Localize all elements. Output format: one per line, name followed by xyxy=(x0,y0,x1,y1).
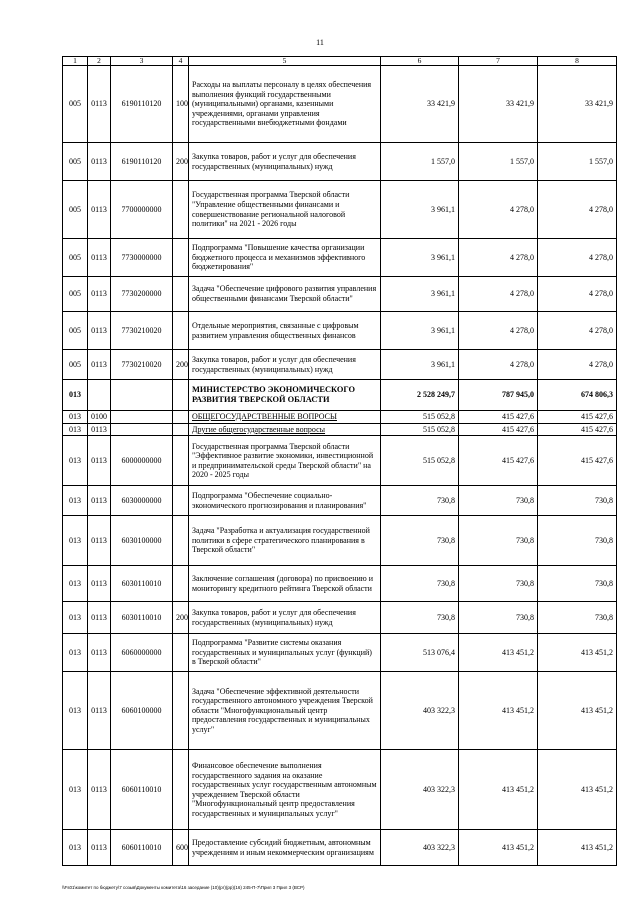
cell-ministry-code: 005 xyxy=(63,239,88,277)
cell-ministry-code: 013 xyxy=(63,672,88,750)
column-header: 1 xyxy=(63,57,88,66)
table-row xyxy=(63,830,617,866)
cell-section-code: 0113 xyxy=(88,566,111,602)
table-row xyxy=(63,277,617,312)
cell-amount-year3: 4 278,0 xyxy=(538,181,617,239)
cell-amount-year3: 1 557,0 xyxy=(538,143,617,181)
cell-amount-year3: 413 451,2 xyxy=(538,830,617,866)
cell-amount-year2: 413 451,2 xyxy=(459,750,538,830)
description-text: Государственная программа Тверской области "Эффективное развитие экономики, инвестиционной и предпринимательской среды Тверской области" на 2020 - 2025 годы xyxy=(192,441,374,480)
cell-ministry-code: 013 xyxy=(63,602,88,634)
cell-section-code: 0113 xyxy=(88,143,111,181)
cell-description xyxy=(189,239,381,277)
cell-target-article: 7730210020 xyxy=(111,350,173,380)
cell-amount-year2: 33 421,9 xyxy=(459,66,538,143)
cell-amount-year2: 415 427,6 xyxy=(459,423,538,436)
cell-ministry-code: 005 xyxy=(63,143,88,181)
cell-description xyxy=(189,830,381,866)
cell-section-code: 0113 xyxy=(88,602,111,634)
cell-expense-type xyxy=(173,277,189,312)
cell-expense-type xyxy=(173,672,189,750)
table-row xyxy=(63,411,617,424)
cell-amount-year3: 413 451,2 xyxy=(538,672,617,750)
cell-amount-year3: 415 427,6 xyxy=(538,436,617,486)
cell-amount-year1: 515 052,8 xyxy=(381,436,459,486)
cell-section-code: 0113 xyxy=(88,516,111,566)
cell-section-code: 0113 xyxy=(88,350,111,380)
cell-target-article: 6030100000 xyxy=(111,516,173,566)
description-text: Отдельные мероприятия, связанные с цифровым развитием управления общественных финансов xyxy=(192,320,359,340)
cell-section-code: 0113 xyxy=(88,436,111,486)
column-header: 6 xyxy=(381,57,459,66)
cell-amount-year1: 513 076,4 xyxy=(381,634,459,672)
cell-target-article: 6060000000 xyxy=(111,634,173,672)
cell-ministry-code: 013 xyxy=(63,380,88,411)
cell-section-code: 0113 xyxy=(88,750,111,830)
cell-amount-year1: 3 961,1 xyxy=(381,277,459,312)
column-header: 5 xyxy=(189,57,381,66)
cell-amount-year3: 415 427,6 xyxy=(538,411,617,424)
cell-expense-type: 200 xyxy=(173,602,189,634)
cell-amount-year2: 730,8 xyxy=(459,516,538,566)
cell-description xyxy=(189,750,381,830)
cell-section-code: 0113 xyxy=(88,634,111,672)
table-row xyxy=(63,380,617,411)
cell-expense-type xyxy=(173,516,189,566)
page-number: 11 xyxy=(316,38,324,47)
cell-target-article: 6030110010 xyxy=(111,602,173,634)
cell-ministry-code: 013 xyxy=(63,516,88,566)
cell-section-code: 0113 xyxy=(88,423,111,436)
cell-expense-type: 100 xyxy=(173,66,189,143)
cell-ministry-code: 013 xyxy=(63,436,88,486)
description-text: Государственная программа Тверской области "Управление общественными финансами и совершенствование региональной налоговой политики" на 2021 - 2026 годы xyxy=(192,190,350,229)
description-text: ОБЩЕГОСУДАРСТВЕННЫЕ ВОПРОСЫ xyxy=(192,412,337,421)
description-text: Расходы на выплаты персоналу в целях обеспечения выполнения функций государственными (муниципальными) органами, казенными учреждениями, органами управления государственными внебюджетными фондами xyxy=(192,80,372,128)
description-text: Предоставление субсидий бюджетным, автономным учреждениям и иным некоммерческим организациям xyxy=(192,838,374,857)
cell-expense-type xyxy=(173,634,189,672)
cell-section-code xyxy=(88,380,111,411)
cell-target-article: 7730210020 xyxy=(111,312,173,350)
column-header: 7 xyxy=(459,57,538,66)
cell-amount-year3: 4 278,0 xyxy=(538,350,617,380)
cell-ministry-code: 005 xyxy=(63,277,88,312)
cell-ministry-code: 013 xyxy=(63,750,88,830)
description-text: Задача "Разработка и актуализация государственной политики в сфере стратегического планирования в Тверской области" xyxy=(192,526,370,555)
cell-expense-type xyxy=(173,436,189,486)
cell-target-article: 7730000000 xyxy=(111,239,173,277)
cell-ministry-code: 013 xyxy=(63,411,88,424)
cell-amount-year1: 730,8 xyxy=(381,566,459,602)
cell-ministry-code: 013 xyxy=(63,830,88,866)
cell-description xyxy=(189,277,381,312)
description-text: Закупка товаров, работ и услуг для обеспечения государственных (муниципальных) нужд xyxy=(192,151,356,171)
cell-amount-year2: 730,8 xyxy=(459,486,538,516)
description-text: Заключение соглашения (договора) по присвоению и мониторингу кредитного рейтинга Тверской области xyxy=(192,574,374,593)
cell-description xyxy=(189,350,381,380)
cell-amount-year1: 403 322,3 xyxy=(381,672,459,750)
column-header: 8 xyxy=(538,57,617,66)
cell-description xyxy=(189,436,381,486)
description-text: Подпрограмма "Развитие системы оказания государственных и муниципальных услуг (функций) в Тверской области" xyxy=(192,638,372,667)
cell-target-article: 6190110120 xyxy=(111,143,173,181)
cell-ministry-code: 005 xyxy=(63,66,88,143)
cell-target-article xyxy=(111,423,173,436)
cell-target-article: 6030110010 xyxy=(111,566,173,602)
cell-amount-year1: 3 961,1 xyxy=(381,312,459,350)
cell-amount-year3: 413 451,2 xyxy=(538,750,617,830)
cell-expense-type: 600 xyxy=(173,830,189,866)
cell-description xyxy=(189,143,381,181)
cell-amount-year3: 4 278,0 xyxy=(538,312,617,350)
cell-expense-type xyxy=(173,750,189,830)
cell-ministry-code: 013 xyxy=(63,634,88,672)
cell-expense-type: 200 xyxy=(173,350,189,380)
cell-description xyxy=(189,411,381,424)
cell-amount-year3: 415 427,6 xyxy=(538,423,617,436)
cell-amount-year1: 3 961,1 xyxy=(381,181,459,239)
cell-description xyxy=(189,380,381,411)
description-text: Задача "Обеспечение эффективной деятельности государственного автономного учреждения Тверской области "Многофункциональный центр предоставления государственных и муниципальных услуг" xyxy=(192,686,373,735)
cell-description xyxy=(189,423,381,436)
cell-amount-year2: 4 278,0 xyxy=(459,277,538,312)
cell-amount-year1: 1 557,0 xyxy=(381,143,459,181)
column-header: 2 xyxy=(88,57,111,66)
cell-target-article: 6060110010 xyxy=(111,830,173,866)
cell-amount-year2: 413 451,2 xyxy=(459,830,538,866)
description-text: Подпрограмма "Повышение качества организации бюджетного процесса и механизмов эффективного бюджетирования" xyxy=(192,243,366,272)
cell-target-article: 6060110010 xyxy=(111,750,173,830)
cell-ministry-code: 005 xyxy=(63,312,88,350)
table-row xyxy=(63,750,617,830)
cell-amount-year1: 3 961,1 xyxy=(381,350,459,380)
table-row xyxy=(63,66,617,143)
cell-target-article: 6000000000 xyxy=(111,436,173,486)
cell-ministry-code: 005 xyxy=(63,181,88,239)
description-text: Другие общегосударственные вопросы xyxy=(192,424,326,434)
description-text: Закупка товаров, работ и услуг для обеспечения государственных (муниципальных) нужд xyxy=(192,354,356,374)
cell-target-article: 7730200000 xyxy=(111,277,173,312)
budget-table xyxy=(62,56,617,866)
description-text: Закупка товаров, работ и услуг для обеспечения государственных (муниципальных) нужд xyxy=(192,608,356,627)
cell-amount-year2: 787 945,0 xyxy=(459,380,538,411)
table-row xyxy=(63,566,617,602)
cell-amount-year3: 730,8 xyxy=(538,486,617,516)
cell-amount-year3: 413 451,2 xyxy=(538,634,617,672)
cell-amount-year3: 730,8 xyxy=(538,602,617,634)
column-header: 3 xyxy=(111,57,173,66)
cell-amount-year2: 4 278,0 xyxy=(459,181,538,239)
cell-amount-year2: 415 427,6 xyxy=(459,411,538,424)
table-row xyxy=(63,486,617,516)
cell-amount-year1: 515 052,8 xyxy=(381,423,459,436)
cell-ministry-code: 005 xyxy=(63,350,88,380)
table-row xyxy=(63,350,617,380)
cell-amount-year3: 730,8 xyxy=(538,516,617,566)
cell-expense-type xyxy=(173,380,189,411)
cell-amount-year2: 4 278,0 xyxy=(459,350,538,380)
cell-expense-type xyxy=(173,239,189,277)
table-row xyxy=(63,602,617,634)
cell-amount-year2: 4 278,0 xyxy=(459,239,538,277)
cell-amount-year1: 33 421,9 xyxy=(381,66,459,143)
cell-description xyxy=(189,486,381,516)
cell-amount-year1: 403 322,3 xyxy=(381,830,459,866)
cell-amount-year1: 403 322,3 xyxy=(381,750,459,830)
cell-description xyxy=(189,602,381,634)
cell-amount-year3: 4 278,0 xyxy=(538,239,617,277)
cell-amount-year2: 730,8 xyxy=(459,602,538,634)
cell-section-code: 0113 xyxy=(88,277,111,312)
table-row xyxy=(63,436,617,486)
cell-section-code: 0113 xyxy=(88,181,111,239)
cell-target-article: 7700000000 xyxy=(111,181,173,239)
cell-amount-year2: 415 427,6 xyxy=(459,436,538,486)
cell-section-code: 0113 xyxy=(88,830,111,866)
cell-section-code: 0113 xyxy=(88,672,111,750)
description-text: Подпрограмма "Обеспечение социально-экономического прогнозирования и планирования" xyxy=(192,491,367,510)
cell-amount-year1: 515 052,8 xyxy=(381,411,459,424)
table-row xyxy=(63,143,617,181)
cell-amount-year1: 730,8 xyxy=(381,486,459,516)
table-row xyxy=(63,423,617,436)
file-path-footer: \\Fs01\комитет по бюджету\7 созыв\Документы комитета\16 заседание (10)(рг)(рр)(16) 245-П-7\Прил 3 Прил 3 (ВСР) xyxy=(62,885,305,890)
cell-expense-type xyxy=(173,486,189,516)
cell-section-code: 0100 xyxy=(88,411,111,424)
cell-target-article: 6030000000 xyxy=(111,486,173,516)
cell-section-code: 0113 xyxy=(88,66,111,143)
cell-expense-type xyxy=(173,423,189,436)
cell-target-article: 6190110120 xyxy=(111,66,173,143)
cell-amount-year3: 674 806,3 xyxy=(538,380,617,411)
cell-expense-type xyxy=(173,411,189,424)
cell-description xyxy=(189,634,381,672)
cell-amount-year2: 413 451,2 xyxy=(459,672,538,750)
cell-description xyxy=(189,312,381,350)
cell-amount-year2: 730,8 xyxy=(459,566,538,602)
cell-amount-year3: 4 278,0 xyxy=(538,277,617,312)
cell-description xyxy=(189,566,381,602)
cell-ministry-code: 013 xyxy=(63,423,88,436)
column-number-row xyxy=(63,57,617,66)
cell-amount-year3: 730,8 xyxy=(538,566,617,602)
cell-amount-year2: 1 557,0 xyxy=(459,143,538,181)
cell-section-code: 0113 xyxy=(88,486,111,516)
table-row xyxy=(63,312,617,350)
table-row xyxy=(63,634,617,672)
cell-target-article xyxy=(111,411,173,424)
table-row xyxy=(63,672,617,750)
cell-target-article xyxy=(111,380,173,411)
cell-amount-year1: 2 528 249,7 xyxy=(381,380,459,411)
description-text: Задача "Обеспечение цифрового развития управления общественными финансами Тверской области" xyxy=(192,284,377,303)
cell-amount-year2: 4 278,0 xyxy=(459,312,538,350)
cell-amount-year3: 33 421,9 xyxy=(538,66,617,143)
cell-description xyxy=(189,181,381,239)
cell-amount-year1: 730,8 xyxy=(381,516,459,566)
cell-ministry-code: 013 xyxy=(63,566,88,602)
cell-target-article: 6060100000 xyxy=(111,672,173,750)
cell-ministry-code: 013 xyxy=(63,486,88,516)
description-text: МИНИСТЕРСТВО ЭКОНОМИЧЕСКОГО РАЗВИТИЯ ТВЕРСКОЙ ОБЛАСТИ xyxy=(192,385,356,404)
table-row xyxy=(63,239,617,277)
cell-section-code: 0113 xyxy=(88,312,111,350)
cell-amount-year2: 413 451,2 xyxy=(459,634,538,672)
cell-description xyxy=(189,66,381,143)
cell-amount-year1: 730,8 xyxy=(381,602,459,634)
column-header: 4 xyxy=(173,57,189,66)
table-row xyxy=(63,181,617,239)
cell-expense-type xyxy=(173,181,189,239)
cell-expense-type xyxy=(173,566,189,602)
cell-amount-year1: 3 961,1 xyxy=(381,239,459,277)
table-row xyxy=(63,516,617,566)
cell-section-code: 0113 xyxy=(88,239,111,277)
cell-expense-type xyxy=(173,312,189,350)
cell-expense-type: 200 xyxy=(173,143,189,181)
description-text: Финансовое обеспечение выполнения государственного задания на оказание государственных услуг государственным автономным учреждением Тверской области "Многофункциональный центр предоставления государственных и муниципальных услуг" xyxy=(192,760,377,818)
cell-description xyxy=(189,672,381,750)
cell-description xyxy=(189,516,381,566)
